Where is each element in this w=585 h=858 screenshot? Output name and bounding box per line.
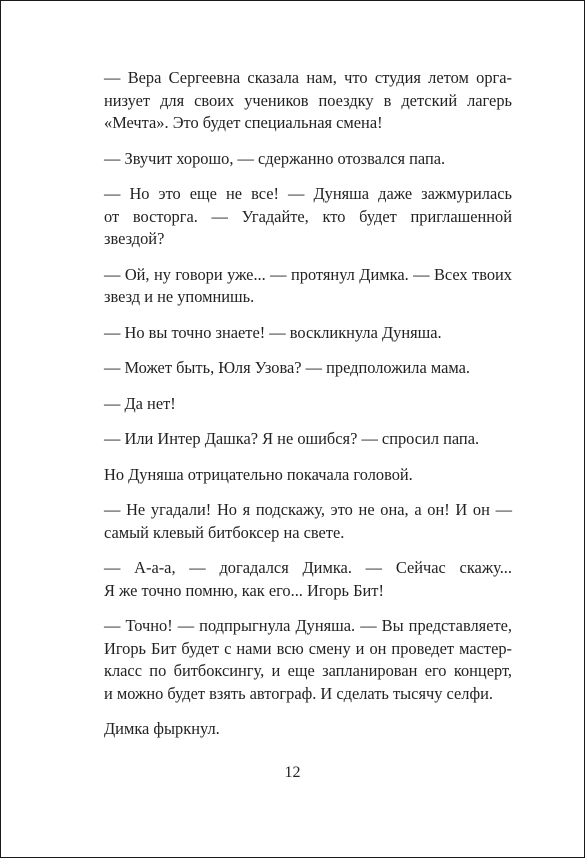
paragraph [104,393,512,416]
paragraph [104,264,512,309]
text-line: Я же точно помню, как его... Игорь Бит! [104,580,384,600]
text-line: Игорь Бит будет с нами всю смену и он проведет мастер- [104,638,512,658]
text-line: — Может быть, Юля Узова? — предположила мама. [104,358,471,377]
paragraph [104,357,512,380]
text-line: класс по битбоксингу, и еще запланирован его концерт, [104,661,512,680]
paragraph [104,322,512,345]
paragraph [104,148,512,171]
paragraph [104,67,512,135]
paragraph [104,557,512,602]
paragraph [104,183,512,251]
text-line: — Ой, ну говори уже... — протянул Димка. — Всех твоих [104,264,512,284]
text-line: — Звучит хорошо, — сдержанно отозвался папа. [104,148,446,168]
text-line: Но Дуняша отрицательно покачала головой. [104,464,413,484]
text-line: — Но вы точно знаете! — воскликнула Дуняша. [104,322,442,342]
page-number: 12 [284,764,301,781]
text-line: — А-а-а, — догадался Димка. — Сейчас скажу... [104,558,512,577]
text-line: самый клевый битбоксер на свете. [104,522,345,542]
text-line: — Не угадали! Но я подскажу, это не она, а он! И он — [104,500,512,519]
paragraph [104,464,512,487]
text-line: — Точно! — подпрыгнула Дуняша. — Вы представляете, [104,616,512,635]
text-line: Димка фыркнул. [104,719,220,738]
text-line: — Да нет! [104,393,176,413]
paragraph [104,499,512,544]
text-line: от восторга. — Угадайте, кто будет приглашенной [104,206,512,226]
text-line: «Мечта». Это будет специальная смена! [104,113,383,132]
text-line: низует для своих учеников поездку в детский лагерь [104,90,512,110]
text-line: — Вера Сергеевна сказала нам, что студия летом орга- [104,68,512,87]
text-line: и можно будет взять автограф. И сделать тысячу селфи. [104,683,493,703]
text-line: звездой? [104,229,165,248]
paragraph [104,718,512,741]
paragraph [104,615,512,705]
paragraph [104,428,512,451]
text-line: — Но это еще не все! — Дуняша даже зажмурилась [104,184,512,203]
text-line: — Или Интер Дашка? Я не ошибся? — спросил папа. [104,429,480,448]
body-text [104,67,512,741]
text-line: звезд и не упомнишь. [104,287,255,306]
